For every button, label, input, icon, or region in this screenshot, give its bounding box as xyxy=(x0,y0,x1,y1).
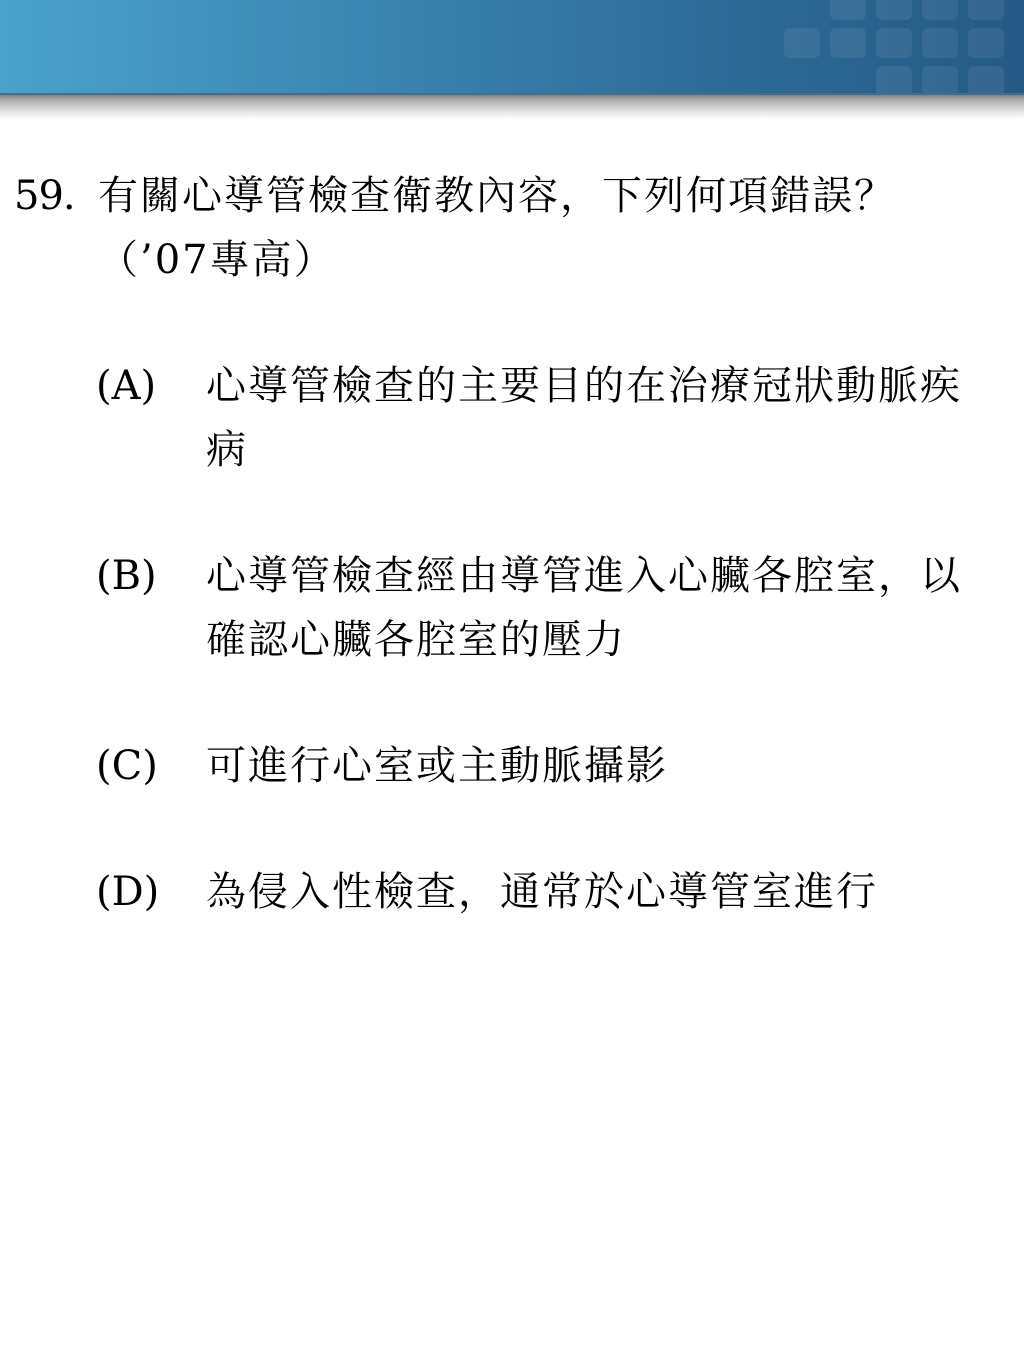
banner-tile xyxy=(876,66,912,93)
option-text: 可進行心室或主動脈攝影 xyxy=(206,743,668,789)
option-label: (B) xyxy=(96,553,157,599)
option-label: (D) xyxy=(96,869,160,915)
option-text: 心導管檢查的主要目的在治療冠狀動脈疾病 xyxy=(206,363,962,473)
header-banner xyxy=(0,0,1024,93)
question-block xyxy=(14,164,1004,292)
options-list xyxy=(96,354,1006,924)
banner-tile xyxy=(922,0,958,20)
banner-tile xyxy=(830,28,866,58)
option-label: (C) xyxy=(96,743,158,789)
banner-tile xyxy=(784,28,820,58)
banner-tile xyxy=(876,28,912,58)
question-number: 59. xyxy=(14,173,75,219)
option-b xyxy=(96,544,1006,672)
banner-tile xyxy=(830,0,866,20)
banner-tile xyxy=(968,66,1004,93)
banner-tile xyxy=(968,28,1004,58)
option-text: 心導管檢查經由導管進入心臟各腔室，以確認心臟各腔室的壓力 xyxy=(206,553,962,663)
option-d xyxy=(96,860,1006,924)
question-text: 有關心導管檢查衛教內容，下列何項錯誤？（’07專高） xyxy=(98,173,896,283)
banner-tile xyxy=(968,0,1004,20)
banner-tile xyxy=(922,66,958,93)
option-text: 為侵入性檢查，通常於心導管室進行 xyxy=(206,869,878,915)
banner-tile xyxy=(876,0,912,20)
option-c xyxy=(96,734,1006,798)
banner-tile xyxy=(922,28,958,58)
option-a xyxy=(96,354,1006,482)
header-divider xyxy=(0,93,1024,119)
option-label: (A) xyxy=(96,363,157,409)
